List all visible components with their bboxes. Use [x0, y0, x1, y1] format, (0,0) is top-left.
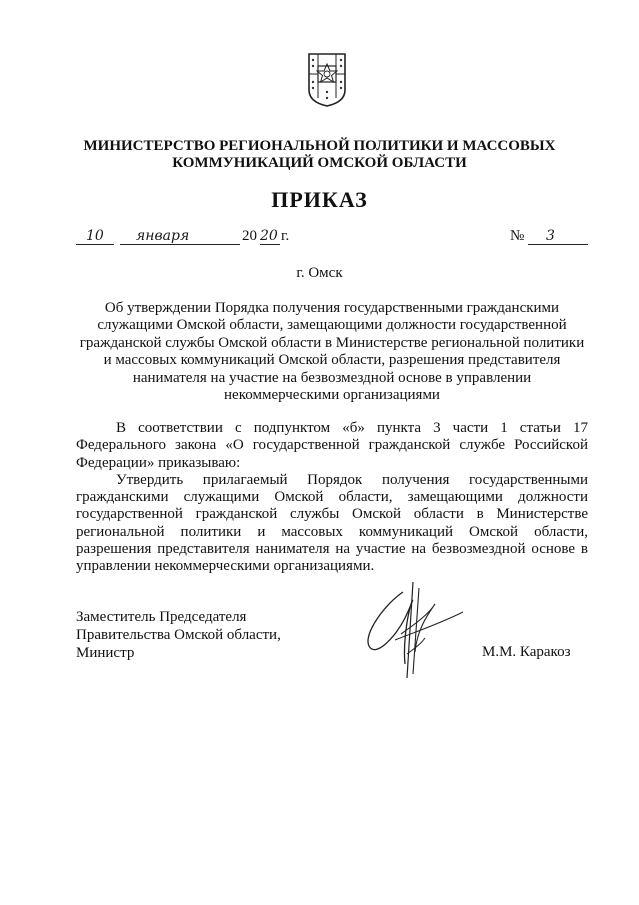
date-year-suffix: 20 [260, 228, 278, 244]
document-type-title: ПРИКАЗ [271, 187, 368, 212]
number-underline [528, 244, 588, 245]
order-subject [78, 300, 586, 404]
signatory-name: М.М. Каракоз [482, 644, 571, 660]
subject-line: нанимателя на участие на безвозмездной основе в управлении [132, 369, 532, 386]
signatory-title-line-3: Министр [76, 645, 135, 661]
city: г. Омск [296, 265, 343, 281]
signatory-title-line-2: Правительства Омской области, [76, 627, 281, 643]
ministry-line-2: КОММУНИКАЦИЙ ОМСКОЙ ОБЛАСТИ [172, 155, 467, 171]
coat-of-arms-icon [305, 52, 349, 108]
document-number: 3 [546, 228, 555, 244]
ministry-line-1: МИНИСТЕРСТВО РЕГИОНАЛЬНОЙ ПОЛИТИКИ И МАССОВЫХ [83, 138, 556, 154]
subject-line: и массовых коммуникаций Омской области, разрешения представителя [103, 352, 561, 369]
year-underline [260, 244, 280, 245]
date-number-line [76, 228, 588, 250]
subject-line: некоммерческими организациями [224, 387, 440, 404]
signatory-title-line-1: Заместитель Председателя [76, 609, 247, 625]
date-year-unit: г. [281, 228, 290, 244]
day-underline [76, 244, 114, 245]
handwritten-signature [355, 574, 475, 684]
date-month: января [136, 228, 190, 244]
order-body [76, 420, 588, 576]
signatory-title [76, 608, 316, 662]
body-paragraph-2: Утвердить прилагаемый Порядок получения государственными гражданскими служащими Омской области, замещающими должности государственной гражданской службы Омской области в Министерстве региональной политики и массовых коммуникаций Омской области, разрешения представителя нанимателя на участие на безвозмездной основе в управлении некоммерческими организациями. [76, 471, 588, 575]
date-day: 10 [86, 228, 104, 244]
subject-line: служащими Омской области, замещающими должности государственной [97, 317, 567, 334]
subject-line: гражданской службы Омской области в Министерстве региональной политики [79, 334, 585, 351]
number-label: № [510, 228, 525, 244]
ministry-name [60, 138, 579, 172]
date-year-prefix: 20 [242, 228, 257, 244]
subject-line: Об утверждении Порядка получения государственными гражданскими [104, 300, 560, 316]
month-underline [120, 244, 240, 245]
body-paragraph-1: В соответствии с подпунктом «б» пункта 3 части 1 статьи 17 Федерального закона «О государственной гражданской службе Российской Федерации» приказываю: [76, 420, 588, 471]
